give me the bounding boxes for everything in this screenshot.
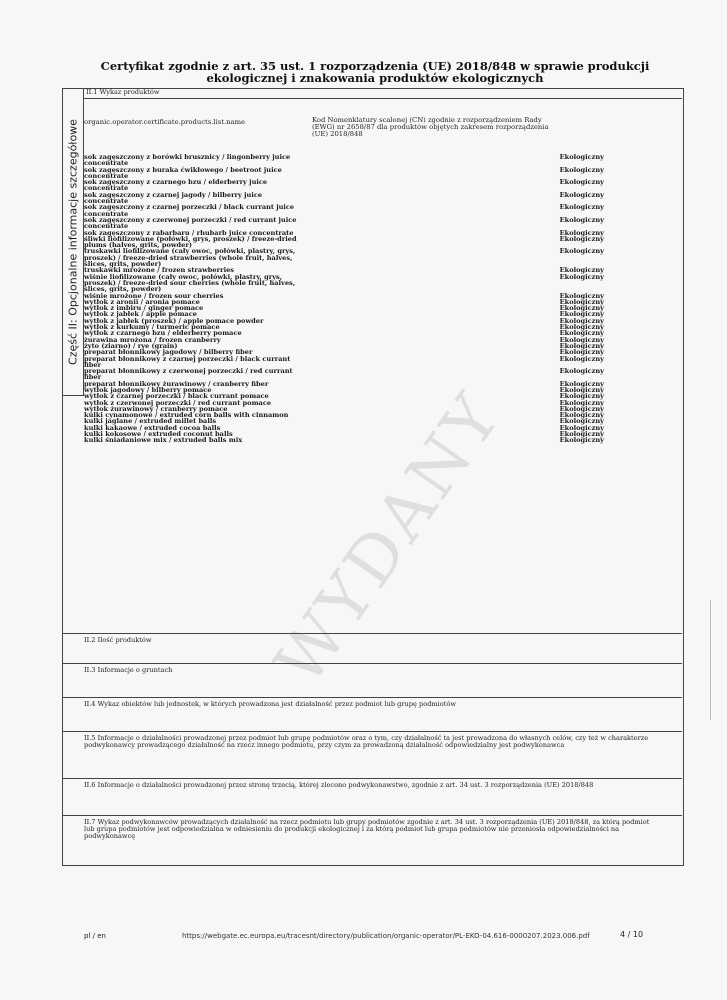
product-name: kulki śniadaniowe mix / extruded balls mix <box>84 436 243 445</box>
product-name: żurawina mrożona / frozen cranberry <box>84 335 221 344</box>
product-status: Ekologiczny <box>559 329 604 338</box>
product-status: Ekologiczny <box>559 178 604 187</box>
section-ii3-label: II.3 Informacje o gruntach <box>84 666 173 674</box>
product-name: śliwki liofilizowane (połówki, grys, proszek) / freeze-dried plums (halves, grits, powder) <box>84 234 297 250</box>
product-status: Ekologiczny <box>559 165 604 174</box>
product-row <box>84 154 604 167</box>
product-status: Ekologiczny <box>559 404 604 413</box>
section-ii4-label: II.4 Wykaz obiektów lub jednostek, w których prowadzona jest działalność przez podmiot lub grupę podmiotów <box>84 700 457 708</box>
product-status: Ekologiczny <box>559 203 604 212</box>
product-name: wytłok jagodowy / bilberry pomace <box>84 385 212 394</box>
section-ii5-label: II.5 Informacje o działalności prowadzonej przez podmiot lub grupę podmiotów oraz o tym, czy działalność ta jest prowadzona do własnych celów, czy też w charakterze podwykonawcy prowadzącego działalność na rzecz innego podmiotu, przy czym za prowadzoną działalność odpowiedzialny jest podwykonawca <box>84 734 649 749</box>
footer-url: https://webgate.ec.europa.eu/tracesnt/directory/publication/organic-operator/PL-EKO-04.616-0000207.2023.006.pdf <box>182 932 590 940</box>
product-status: Ekologiczny <box>559 234 604 243</box>
product-status: Ekologiczny <box>559 417 604 426</box>
product-name: sok zagęszczony z czerwonej porzeczki / red currant juice concentrate <box>84 215 297 231</box>
product-status: Ekologiczny <box>559 367 604 376</box>
footer-page-number: 4 / 10 <box>620 930 644 939</box>
product-status: Ekologiczny <box>559 392 604 401</box>
product-name: sok zagęszczony z borówki brusznicy / lingonberry juice concentrate <box>84 153 291 168</box>
product-row <box>84 248 604 267</box>
product-status: Ekologiczny <box>559 423 604 432</box>
product-status: Ekologiczny <box>559 272 604 281</box>
column-header-cn-code: Kod Nomenklatury scalonej (CN) zgodnie z rozporządzeniem Rady (EWG) nr 2658/87 dla produktów objętych zakresem rozporządzenia (UE) 2018/848 <box>312 116 549 138</box>
product-row <box>84 274 604 293</box>
product-status: Ekologiczny <box>559 297 604 306</box>
section-ii6 <box>62 778 682 815</box>
product-name: wytłok z czarnego bzu / elderberry pomace <box>84 329 242 338</box>
product-status: Ekologiczny <box>559 215 604 224</box>
product-name: wytłok z jabłek / apple pomace <box>84 310 197 319</box>
product-row <box>84 437 604 443</box>
product-status: Ekologiczny <box>559 247 604 256</box>
product-name: preparat błonnikowy z czarnej porzeczki / black currant fiber <box>84 354 291 369</box>
product-name: wiśnie liofilizowane (cały owoc, połówki, plastry, grys, proszek) / freeze-dried sour cherries (whole fruit, halves, slices, grits, powder) <box>84 272 296 294</box>
section-ii2-label: II.2 Ilość produktów <box>84 636 152 644</box>
product-status: Ekologiczny <box>559 398 604 407</box>
product-name: sok zagęszczony z rabarbaru / rhubarb juice concentrate <box>84 228 294 237</box>
section-ii1-heading <box>84 88 682 99</box>
product-name: preparat błonnikowy z czerwonej porzeczki / red currant fiber <box>84 367 293 382</box>
section-ii7-label: II.7 Wykaz podwykonawców prowadzących działalność na rzecz podmiotu lub grupy podmiotów zgodnie z art. 34 ust. 3 rozporządzenia (UE) 2018/848, za którą podmiot lub grupa podmiotów jest odpowiedzialna w odniesieniu do produkcji ekologicznej i za którą podmiot lub grupa podmiotów nie przeniosła odpowiedzialności na podwykonawcę <box>84 818 650 840</box>
part-ii-side-label <box>62 88 84 396</box>
product-name: sok zagęszczony z czarnej porzeczki / black currant juice concentrate <box>84 203 295 218</box>
product-name: wiśnie mrożone / frozen sour cherries <box>84 291 224 300</box>
product-status: Ekologiczny <box>559 323 604 332</box>
section-ii5 <box>62 731 682 777</box>
product-status: Ekologiczny <box>559 354 604 363</box>
product-list <box>84 154 604 444</box>
product-name: preparat błonnikowy żurawinowy / cranberry fiber <box>84 379 269 388</box>
product-name: wytłok z aronii / aronia pomace <box>84 297 200 306</box>
product-status: Ekologiczny <box>559 385 604 394</box>
column-header-product-name: organic.operator.certificate.products.list.name <box>84 118 246 126</box>
section-ii1-heading-text: II.1 Wykaz produktów <box>86 88 160 96</box>
section-ii2 <box>62 633 682 664</box>
product-status: Ekologiczny <box>559 411 604 420</box>
product-row <box>84 368 604 381</box>
product-name: sok zagęszczony z buraka ćwikłowego / beetroot juice concentrate <box>84 165 282 180</box>
product-name: wytłok żurawinowy / cranberry pomace <box>84 404 228 413</box>
product-status: Ekologiczny <box>559 430 604 439</box>
document-title: Certyfikat zgodnie z art. 35 ust. 1 rozporządzenia (UE) 2018/848 w sprawie produkcji ekologicznej i znakowania produktów ekologicznych <box>100 59 650 85</box>
footer-language: pl / en <box>84 932 106 940</box>
product-name: wytłok z kurkumy / turmeric pomace <box>84 323 220 332</box>
product-status: Ekologiczny <box>559 341 604 350</box>
product-status: Ekologiczny <box>559 291 604 300</box>
section-ii7 <box>62 815 682 865</box>
product-status: Ekologiczny <box>559 153 604 161</box>
product-name: preparat błonnikowy jagodowy / bilberry fiber <box>84 348 253 357</box>
product-name: wytłok z czerwonej porzeczki / red currant pomace <box>84 398 272 407</box>
product-status: Ekologiczny <box>559 266 604 275</box>
product-status: Ekologiczny <box>559 348 604 357</box>
product-status: Ekologiczny <box>559 379 604 388</box>
product-name: kulki kakaowe / extruded cocoa balls <box>84 423 221 432</box>
product-name: kulki cynamonowe / extruded corn balls with cinnamon <box>84 411 289 420</box>
scan-edge-mark <box>710 600 711 720</box>
product-status: Ekologiczny <box>559 316 604 325</box>
section-ii3 <box>62 663 682 694</box>
product-status: Ekologiczny <box>559 190 604 199</box>
product-name: truskawki mrożone / frozen strawberries <box>84 266 234 275</box>
side-label-text: Część II: Opcjonalne informacje szczegółowe <box>66 118 79 365</box>
product-status: Ekologiczny <box>559 304 604 313</box>
product-row <box>84 179 604 192</box>
product-name: wytłok z jabłek (proszek) / apple pomace powder <box>84 316 264 325</box>
product-name: wytłok z czarnej porzeczki / black currant pomace <box>84 392 269 401</box>
product-name: sok zagęszczony z czarnej jagody / bilberry juice concentrate <box>84 190 263 206</box>
product-status: Ekologiczny <box>559 228 604 237</box>
product-status: Ekologiczny <box>559 310 604 319</box>
product-name: sok zagęszczony z czarnego bzu / elderberry juice concentrate <box>84 178 268 193</box>
product-name: truskawki liofilizowane (cały owoc, połówki, plastry, grys, proszek) / freeze-dried strawberries (whole fruit, halves, slices, grits, powder) <box>84 247 296 269</box>
product-name: kulki kokosowe / extruded coconut balls <box>84 430 233 439</box>
product-status: Ekologiczny <box>559 436 604 445</box>
product-name: wytłok z imbiru / ginger pomace <box>84 304 204 313</box>
product-status: Ekologiczny <box>559 335 604 344</box>
product-row <box>84 217 604 230</box>
issued-stamp-watermark: WYDANY <box>260 378 517 699</box>
product-name: kulki jaglane / extruded millet balls <box>84 417 217 426</box>
section-ii4 <box>62 697 682 728</box>
product-name: żyto (ziarno) / rye (grain) <box>84 341 178 350</box>
section-ii6-label: II.6 Informacje o działalności prowadzonej przez stronę trzecią, której zlecono podwykonawstwo, zgodnie z art. 34 ust. 3 rozporządzenia (UE) 2018/848 <box>84 781 594 789</box>
